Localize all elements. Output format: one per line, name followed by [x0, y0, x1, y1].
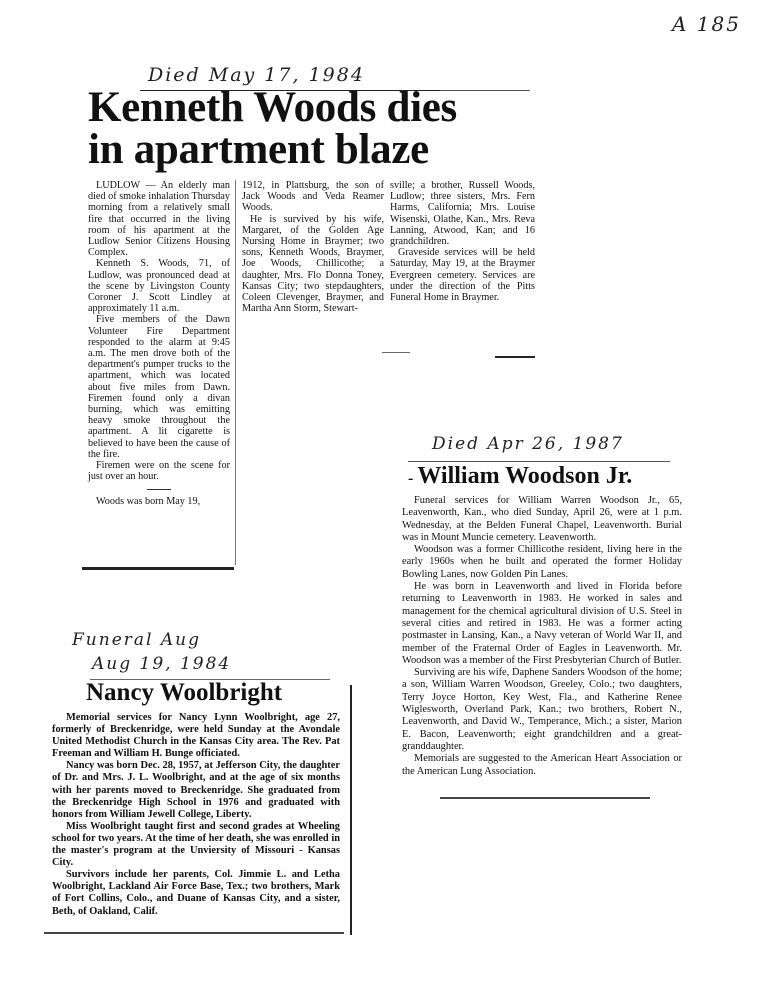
kenneth-col1-para: Five members of the Dawn Volunteer Fire Department responded to the alarm at 9:45 a.m. The men drove both of the department's pumper trucks to the apartment, which was located about five miles from Dawn. Firemen found only a divan burning, which was emitting heavy smoke throughout the apartment. A lit cigarette is believed to have been the cause of the fire. [88, 314, 230, 460]
kenneth-col3-para: sville; a brother, Russell Woods, Ludlow; three sisters, Mrs. Fern Harms, California; Mrs. Louise Wisenski, Olathe, Kan., Mrs. Reva Lanning, Atwood, Kan; and 16 grandchildren. [390, 180, 535, 248]
kenneth-col3-para: Graveside services will be held Saturday, May 19, at the Braymer Evergreen cemetery. Services are under the direction of the Pitts Funeral Home in Braymer. [390, 247, 535, 304]
nancy-handwritten-line1: Funeral Aug [72, 630, 201, 650]
kenneth-col3-rule-left [382, 352, 410, 353]
nancy-paragraph: Memorial services for Nancy Lynn Woolbright, age 27, formerly of Breckenridge, were held Sunday at the Avondale United Methodist Church in the Kansas City area. The Rev. Pat Freeman and William H. Bunge officiated. [52, 712, 340, 760]
kenneth-bottom-rule [82, 567, 234, 570]
william-body [402, 495, 682, 778]
nancy-paragraph: Nancy was born Dec. 28, 1957, at Jefferson City, the daughter of Dr. and Mrs. J. L. Woolbright, and at the age of six months with her parents moved to Breckenridge. She graduated from the Breckenridge High School in 1976 and graduated with honors from William Jewell College, Liberty. [52, 760, 340, 820]
william-paragraph: He was born in Leavenworth and lived in Florida before returning to Leavenworth in 1983. He worked in sales and management for the chemical agricultural division of U.S. Steel in several cities and retired in 1983. He was a former acting postmaster in Lansing, Kan., a Navy veteran of World War II, and member of the Fraternal Order of Eagles in Leavenworth. Mr. Woodson was a member of the First Presbyterian Church of Butler. [402, 581, 682, 666]
nancy-headline: Nancy Woolbright [86, 679, 283, 706]
kenneth-col1-separator [147, 489, 171, 490]
kenneth-col1-para: Kenneth S. Woods, 71, of Ludlow, was pronounced dead at the scene by Livingston County Coroner J. Scott Lindley at approximately 11 a.m. [88, 258, 230, 315]
kenneth-col1-para: Woods was born May 19, [96, 496, 201, 508]
william-headline-dash: - [408, 470, 418, 487]
kenneth-column-2 [242, 180, 384, 314]
kenneth-col2-para: He is survived by his wife, Margaret, of the Golden Age Nursing Home in Braymer; two sons, Kenneth Woods, Braymer, Joe Woods, Chillicothe; a daughter, Mrs. Flo Donna Toney, Kansas City; two stepdaughters, Coleen Clevenger, Braymer, and Martha Ann Storm, Stewart- [242, 213, 384, 315]
kenneth-headline-line2: in apartment blaze [88, 126, 429, 173]
nancy-paragraph: Survivors include her parents, Col. Jimmie L. and Letha Woolbright, Lackland Air Force Base, Tex.; two brothers, Mark of Fort Collins, Colo., and Duane of Kansas City, and a sister, Beth, of Oakland, Calif. [52, 869, 340, 917]
nancy-right-border [350, 685, 352, 935]
nancy-paragraph: Miss Woolbright taught first and second grades at Wheeling school for two years. At the time of her death, she was enrolled in the master's program at the Unviersity of Missouri - Kansas City. [52, 820, 340, 869]
william-paragraph: Surviving are his wife, Daphene Sanders Woodson of the home; a son, William Warren Woodson, Greeley, Colo.; two daughters, Terry Joyce Horton, Key West, Fla., and Katherine Renee Wiglesworth, Overland Park, Kan.; two brothers, Robert N., Leavenworth, and David W., Temperance, Mich.; a sister, Marion E. Bacon, Leavenworth; eight grandchildren and a great-granddaughter. [402, 667, 682, 752]
kenneth-handwritten-date: Died May 17, 1984 [148, 64, 365, 86]
william-headline-text: William Woodson Jr. [417, 463, 633, 489]
nancy-handwritten-line2: Aug 19, 1984 [92, 654, 232, 674]
nancy-body [52, 712, 340, 918]
william-headline [408, 462, 632, 493]
william-bottom-rule [440, 797, 650, 799]
kenneth-headline-line1: Kenneth Woods dies [88, 84, 457, 131]
kenneth-col2-para: 1912, in Plattsburg, the son of Jack Woods and Veda Reamer Woods. [242, 180, 384, 214]
kenneth-col1-para: Firemen were on the scene for just over an hour. [88, 460, 230, 483]
kenneth-col3-rule-right [495, 356, 535, 358]
kenneth-col1-para: LUDLOW — An elderly man died of smoke inhalation Thursday morning from a relatively small fire that occurred in the living room of his apartment at the Ludlow Senior Citizens Housing Complex. [88, 180, 230, 259]
william-paragraph: Memorials are suggested to the American Heart Association or the American Lung Association. [402, 753, 682, 777]
kenneth-column-1 [88, 180, 230, 508]
kenneth-column-3 [390, 180, 535, 303]
page-number-mark: A 185 [672, 12, 741, 36]
william-handwritten-date: Died Apr 26, 1987 [432, 434, 624, 454]
kenneth-column-divider-1 [235, 180, 236, 565]
william-paragraph: Funeral services for William Warren Woodson Jr., 65, Leavenworth, Kan., who died Sunday, April 26, were at 1 p.m. Wednesday, at the Belden Funeral Chapel, Leavenworth. Burial was in Mount Muncie cemetery. Leavenworth. [402, 495, 682, 543]
nancy-bottom-rule [44, 932, 344, 934]
william-paragraph: Woodson was a former Chillicothe resident, living here in the early 1960s when he built and operated the former Holiday Bowling Lanes, now Golden Pin Lanes. [402, 544, 682, 580]
